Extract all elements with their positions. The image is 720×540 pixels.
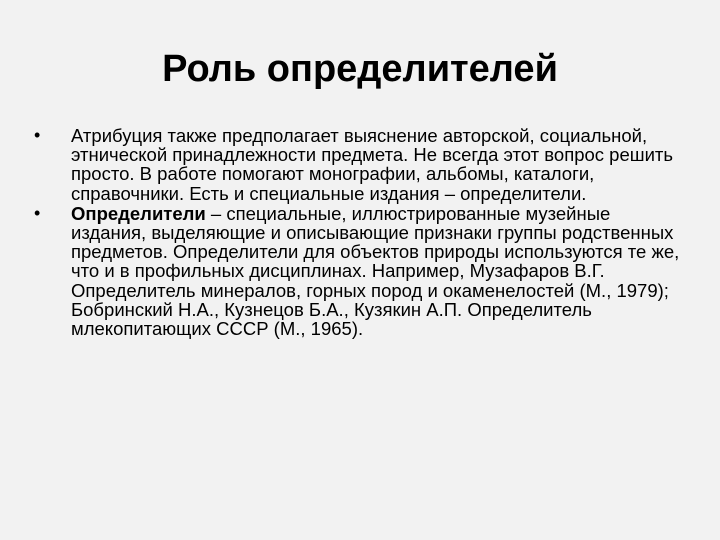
bullet-icon: •	[34, 202, 41, 223]
bullet-text: Атрибуция также предполагает выяснение авторской, социальной, этнической принадлежности предмета. Не всегда этот вопрос решить просто. В работе помогают монографии, альбомы, каталоги, справочники. Есть и специальные издания – определители.	[71, 125, 674, 204]
slide-title: Роль определителей	[162, 48, 558, 90]
bullet-text: – специальные, иллюстрированные музейные издания, выделяющие и описывающие признаки группы родственных предметов. Определители для объектов природы используются те же, что и в профильных дисциплинах. Например, Музафаров В.Г. Определитель минералов, горных пород и окаменелостей (М., 1979); Бобринский Н.А., Кузнецов Б.А., Кузякин А.П. Определитель млекопитающих СССР (М., 1965).	[71, 202, 680, 340]
bullet-item-determinants	[30, 204, 690, 338]
bullet-icon: •	[34, 125, 41, 145]
bullet-list	[30, 126, 690, 339]
bullet-term: Определители	[71, 202, 206, 224]
bullet-item-attribution	[30, 126, 690, 203]
